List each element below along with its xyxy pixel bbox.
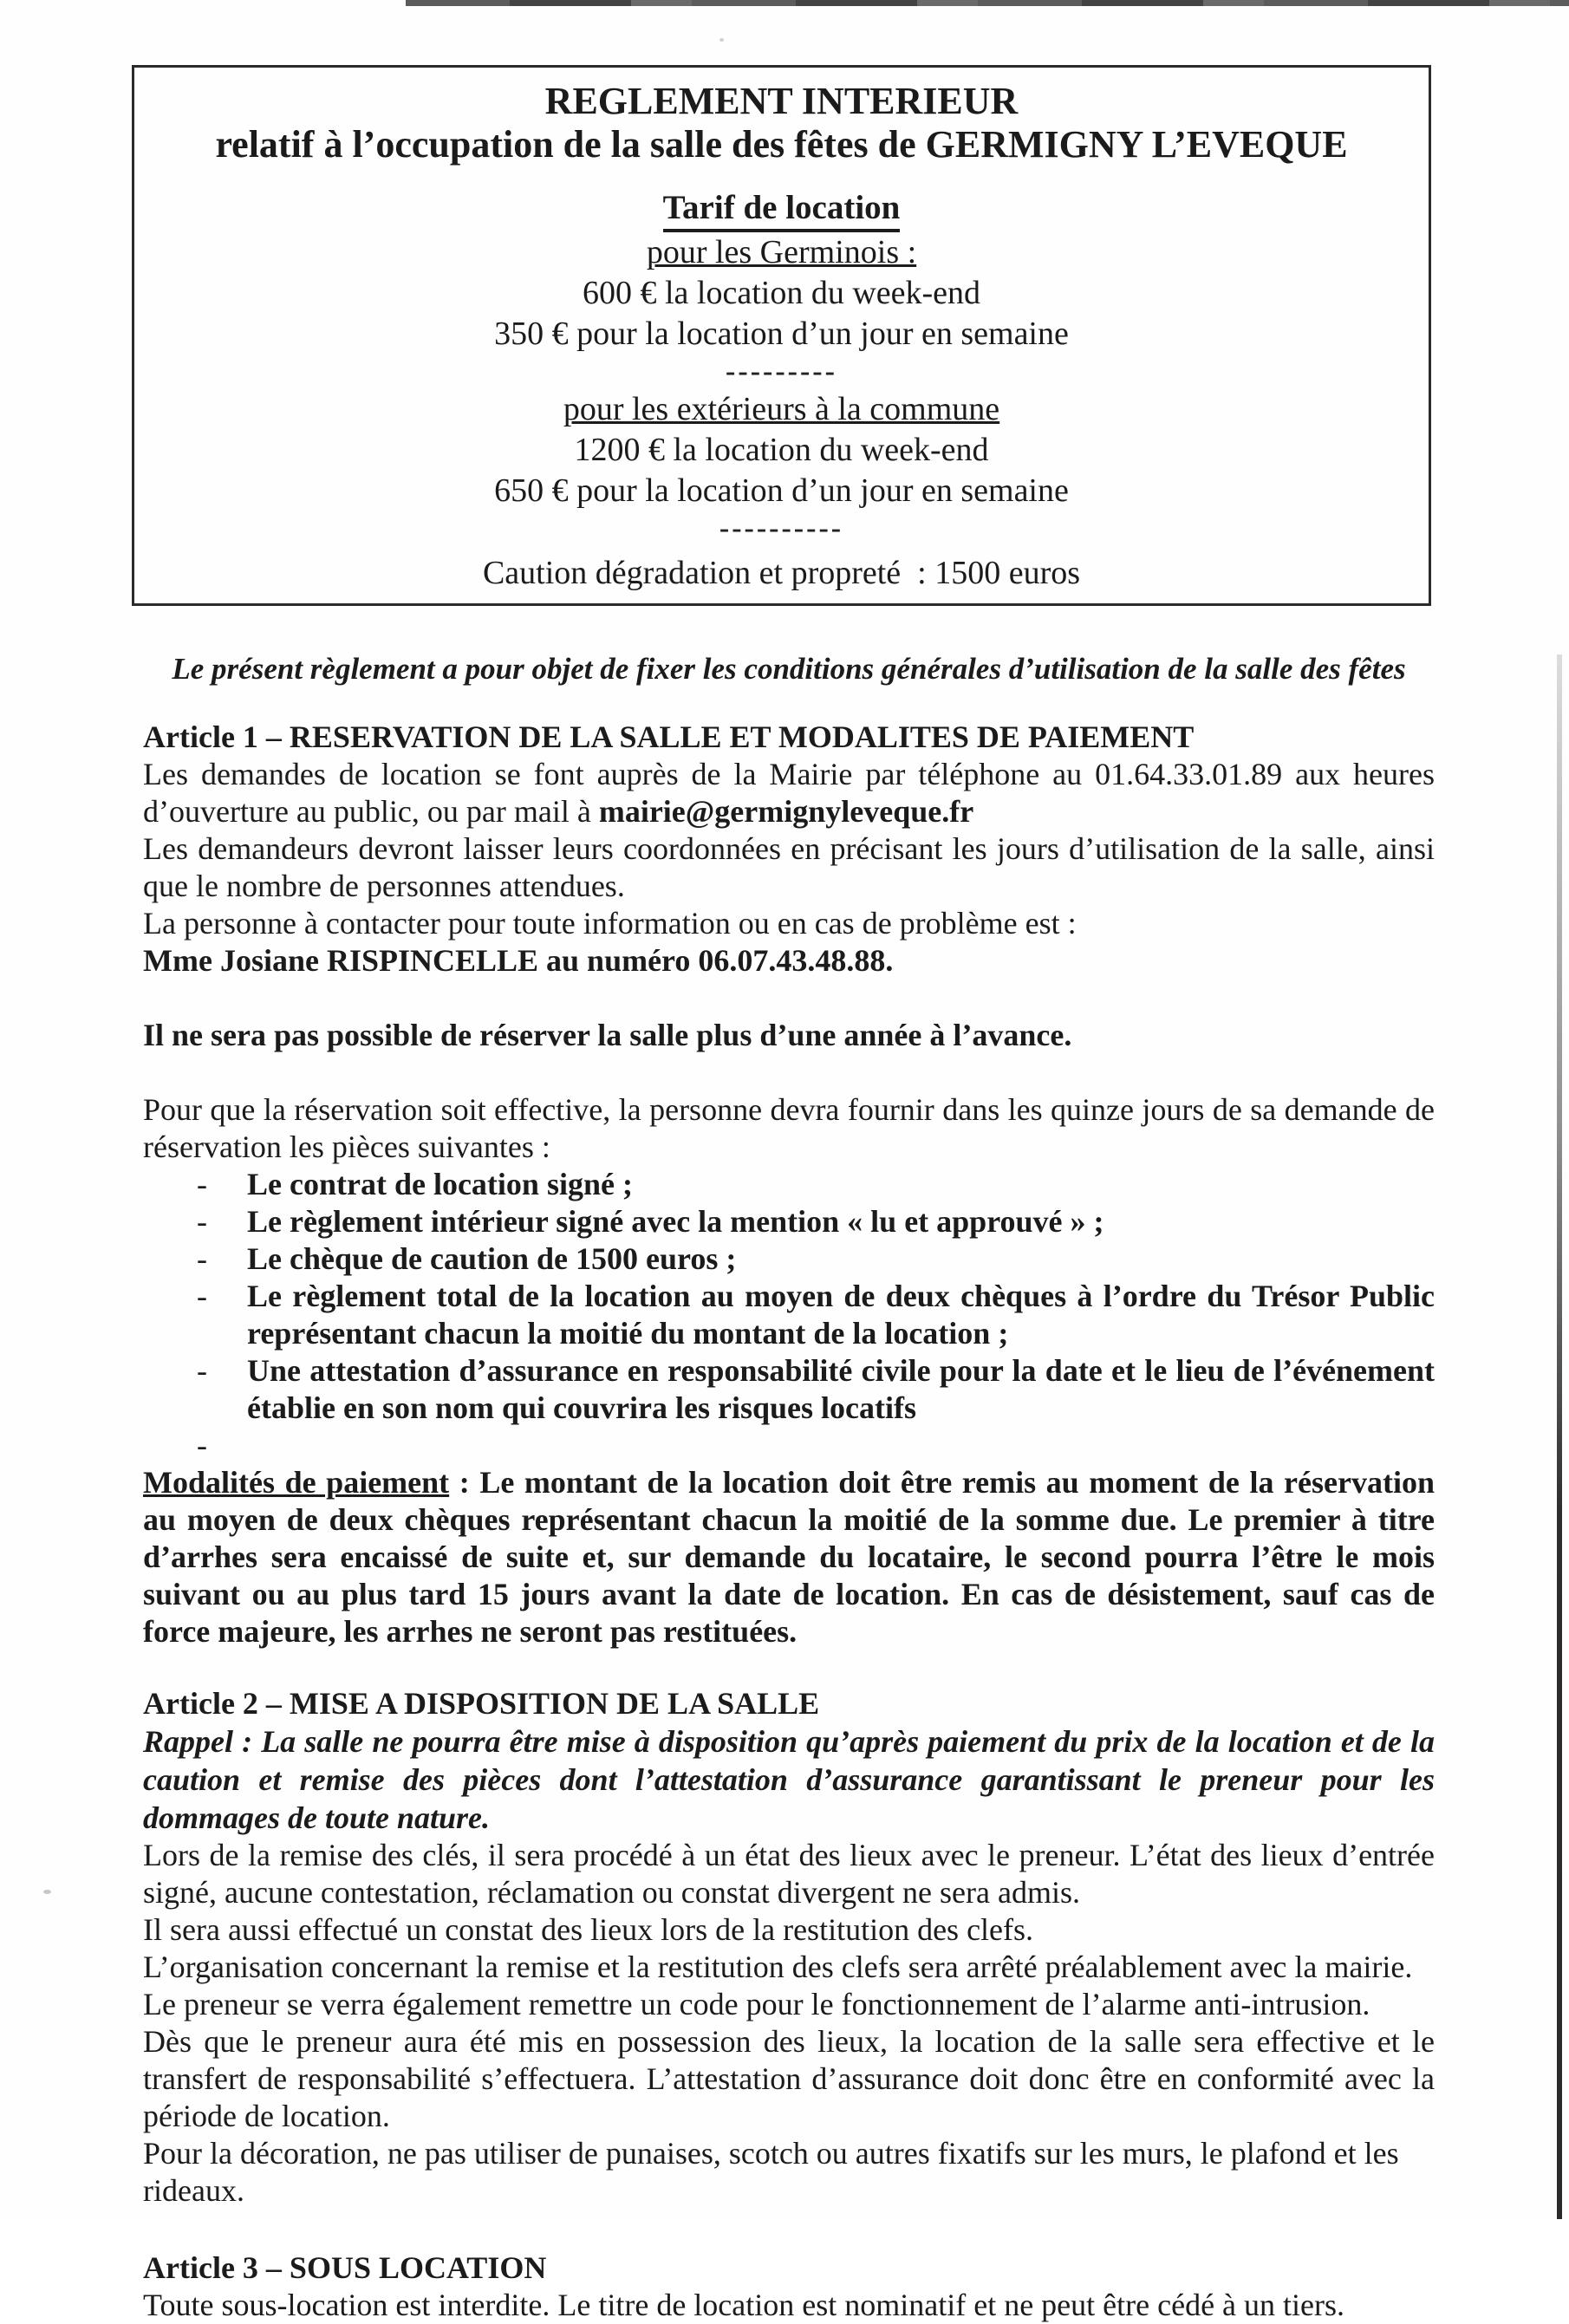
article1-p1-text: Les demandes de location se font auprès de la Mairie par téléphone au 01.64.33.01.89 aux heures d’ouverture au public, ou par mail à bbox=[143, 757, 1435, 830]
list-item-text: Le règlement intérieur signé avec la mention « lu et approuvé » ; bbox=[247, 1204, 1104, 1240]
article1-paragraph-coordonnees: Les demandeurs devront laisser leurs coordonnées en précisant les jours d’utilisation de la salle, ainsi que le nombre de personnes attendues. bbox=[143, 831, 1435, 904]
document-title-line2: relatif à l’occupation de la salle des fêtes de GERMIGNY L’EVEQUE bbox=[215, 123, 1348, 166]
spacer bbox=[143, 1054, 1435, 1091]
dash-marker: - bbox=[197, 1428, 207, 1463]
tariff-germinois-heading: pour les Germinois : bbox=[646, 234, 917, 271]
tariff-heading: Tarif de location bbox=[663, 189, 901, 232]
tariff-germinois-weekend: 600 € la location du week-end bbox=[582, 275, 981, 312]
article2-paragraph-clefs: L’organisation concernant la remise et la restitution des clefs sera arrêté préalablement avec la mairie. bbox=[143, 1950, 1413, 1985]
article3-body: Toute sous-location est interdite. Le titre de location est nominatif et ne peut être cédé à un tiers. bbox=[143, 2288, 1344, 2323]
tariff-exterieurs-weekday: 650 € pour la location d’un jour en semaine bbox=[494, 472, 1069, 510]
tariff-separator-2: ---------- bbox=[719, 512, 844, 545]
tariff-box bbox=[132, 65, 1431, 606]
article2-heading: Article 2 – MISE A DISPOSITION DE LA SALLE bbox=[143, 1686, 820, 1722]
list-item-text bbox=[247, 1427, 1435, 1464]
article2-paragraph-etat-des-lieux: Lors de la remise des clés, il sera procédé à un état des lieux avec le preneur. L’état des lieux d’entrée signé, aucune contestation, réclamation ou constat divergent ne sera admis. bbox=[143, 1838, 1435, 1911]
tariff-separator-1: --------- bbox=[726, 355, 837, 388]
spacer bbox=[143, 980, 1435, 1017]
article1-heading: Article 1 – RESERVATION DE LA SALLE ET MODALITES DE PAIEMENT bbox=[143, 719, 1195, 755]
list-item bbox=[143, 1352, 1435, 1427]
article2-paragraph-constat: Il sera aussi effectué un constat des lieux lors de la restitution des clefs. bbox=[143, 1912, 1034, 1948]
mairie-email: mairie@germignyleveque.fr bbox=[598, 794, 974, 830]
dash-marker: - bbox=[197, 1204, 207, 1240]
reservation-limit-notice: Il ne sera pas possible de réserver la salle plus d’une année à l’avance. bbox=[143, 1018, 1072, 1053]
article3-heading: Article 3 – SOUS LOCATION bbox=[143, 2250, 547, 2286]
article2-paragraph-alarme: Le preneur se verra également remettre un code pour le fonctionnement de l’alarme anti-intrusion. bbox=[143, 1987, 1370, 2022]
list-item-text: Le chèque de caution de 1500 euros ; bbox=[247, 1241, 737, 1277]
list-item-text: Le contrat de location signé ; bbox=[247, 1167, 633, 1202]
document-title-line1: REGLEMENT INTERIEUR bbox=[544, 80, 1019, 122]
tariff-exterieurs-heading: pour les extérieurs à la commune bbox=[563, 391, 1000, 428]
tariff-germinois-weekday: 350 € pour la location d’un jour en semaine bbox=[494, 316, 1069, 353]
scan-artifact-dot bbox=[43, 1890, 51, 1894]
dash-marker: - bbox=[197, 1279, 207, 1314]
list-item-text: Une attestation d’assurance en responsabilité civile pour la date et le lieu de l’événement établie en son nom qui couvrira les risques locatifs bbox=[247, 1353, 1435, 1426]
article1-paragraph-personne-contacter: La personne à contacter pour toute information ou en cas de problème est : bbox=[143, 906, 1077, 941]
dash-marker: - bbox=[197, 1167, 207, 1202]
tariff-caution-line: Caution dégradation et propreté : 1500 euros bbox=[482, 555, 1081, 592]
document-purpose-line: Le présent règlement a pour objet de fixer les conditions générales d’utilisation de la salle des fêtes bbox=[172, 652, 1406, 687]
article2-paragraph-decoration: Pour la décoration, ne pas utiliser de punaises, scotch ou autres fixatifs sur les murs, le plafond et les rideaux. bbox=[143, 2136, 1399, 2209]
article2-paragraph-responsabilite: Dès que le preneur aura été mis en possession des lieux, la location de la salle sera effective et le transfert de responsabilité s’effectuera. L’attestation d’assurance doit donc être en conformité avec la période de location. bbox=[143, 2024, 1435, 2134]
list-item bbox=[143, 1203, 1435, 1240]
list-item bbox=[143, 1166, 1435, 1203]
document-content bbox=[143, 0, 1435, 2324]
article1-paragraph-contact-mairie bbox=[143, 756, 1435, 830]
tariff-exterieurs-weekend: 1200 € la location du week-end bbox=[574, 432, 989, 469]
article2-rappel: Rappel : La salle ne pourra être mise à disposition qu’après paiement du prix de la location et de la caution et remise des pièces dont l’attestation d’assurance garantissant le preneur pour les dommages de toute nature. bbox=[143, 1724, 1435, 1836]
list-item bbox=[143, 1278, 1435, 1352]
scan-artifact-right-edge bbox=[1557, 654, 1562, 2219]
article1-paragraph-pieces: Pour que la réservation soit effective, la personne devra fournir dans les quinze jours de sa demande de réservation les pièces suivantes : bbox=[143, 1092, 1435, 1165]
payment-terms-paragraph bbox=[143, 1464, 1435, 1650]
required-documents-list bbox=[143, 1166, 1435, 1464]
list-item bbox=[143, 1240, 1435, 1278]
payment-terms-label: Modalités de paiement bbox=[143, 1465, 450, 1501]
dash-marker: - bbox=[197, 1353, 207, 1389]
payment-terms-text: : Le montant de la location doit être remis au moment de la réservation au moyen de deux chèques représentant chacun la moitié de la somme due. Le premier à titre d’arrhes sera encaissé de suite et, sur demande du locataire, le second pourra l’être le mois suivant ou au plus tard 15 jours avant la date de location. En cas de désistement, sauf cas de force majeure, les arrhes ne seront pas restituées. bbox=[143, 1465, 1435, 1650]
list-item-empty bbox=[143, 1427, 1435, 1464]
contact-person-line: Mme Josiane RISPINCELLE au numéro 06.07.43.48.88. bbox=[143, 943, 894, 979]
dash-marker: - bbox=[197, 1241, 207, 1277]
list-item-text: Le règlement total de la location au moyen de deux chèques à l’ordre du Trésor Public représentant chacun la moitié du montant de la location ; bbox=[247, 1279, 1435, 1351]
